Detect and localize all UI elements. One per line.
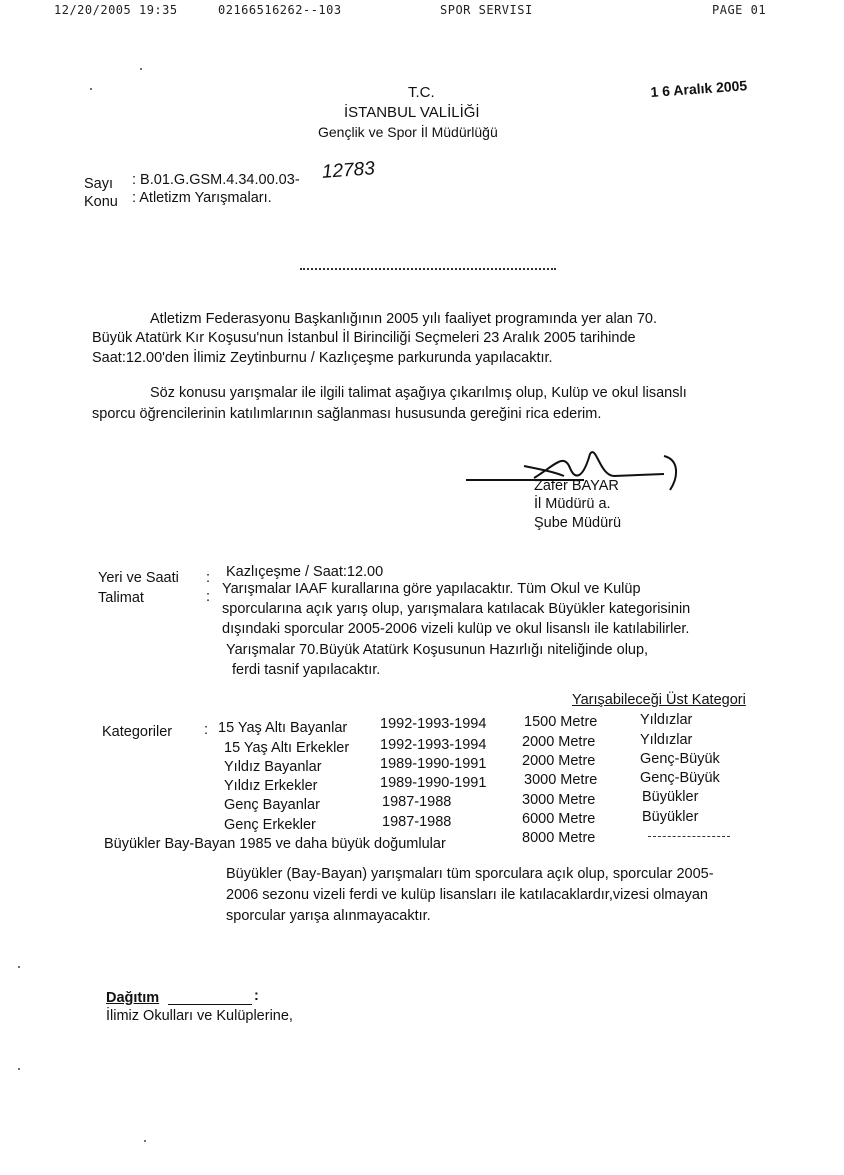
signatory-name: Zafer BAYAR (534, 478, 619, 494)
distribution-label: Dağıtım (106, 990, 160, 1006)
dotted-divider (300, 268, 556, 270)
paragraph2-line1: Söz konusu yarışmalar ile ilgili talimat aşağıya çıkarılmış olup, Kulüp ve okul lisanslı (150, 385, 687, 401)
signatory-title-1: İl Müdürü a. (534, 496, 611, 512)
category-years: 1989-1990-1991 (380, 775, 487, 791)
talimat-line2: sporcularına açık yarış olup, yarışmalara katılacak Büyükler kategorisinin (222, 601, 691, 617)
letterhead-tc: T.C. (408, 84, 435, 101)
sayi-handwritten: 12783 (321, 158, 376, 183)
category-name: Yıldız Erkekler (224, 778, 318, 794)
category-years: 1992-1993-1994 (380, 716, 487, 732)
distribution-underline (168, 1004, 252, 1005)
yeri-value: Kazlıçeşme / Saat:12.00 (226, 564, 384, 580)
seniors-note-line1: Büyükler (Bay-Bayan) yarışmaları tüm sporculara açık olup, sporcular 2005- (226, 866, 714, 882)
fax-sender: SPOR SERVISI (440, 3, 533, 17)
categories-colon: : (204, 722, 209, 738)
signatory-title-2: Şube Müdürü (534, 515, 622, 531)
talimat-line3: dışındaki sporcular 2005-2006 vizeli kulüp ve okul lisanslı ile katılabilirler. (222, 621, 690, 637)
talimat-line4: Yarışmalar 70.Büyük Atatürk Koşusunun Hazırlığı niteliğinde olup, (226, 642, 649, 658)
category-upper: Büyükler (642, 809, 699, 825)
sayi-label: Sayı (84, 176, 114, 192)
paragraph1-line3: Saat:12.00'den İlimiz Zeytinburnu / Kazlıçeşme parkurunda yapılacaktır. (92, 350, 553, 366)
seniors-distance: 8000 Metre (522, 830, 596, 846)
sayi-value: : B.01.G.GSM.4.34.00.03- (132, 172, 300, 188)
paragraph1-line2: Büyük Atatürk Kır Koşusu'nun İstanbul İl Birinciliği Seçmeleri 23 Aralık 2005 tarihinde (92, 330, 636, 346)
seniors-upper-dash (648, 836, 730, 837)
scan-speck (18, 1068, 20, 1070)
date-stamp: 1 6 Aralık 2005 (650, 77, 748, 100)
yeri-label: Yeri ve Saati (98, 570, 179, 586)
category-distance: 3000 Metre (522, 792, 596, 808)
category-upper: Büyükler (642, 789, 699, 805)
category-name: 15 Yaş Altı Erkekler (224, 740, 350, 756)
category-years: 1987-1988 (382, 794, 452, 810)
seniors-text: Büyükler Bay-Bayan 1985 ve daha büyük doğumlular (104, 836, 446, 852)
distribution-value: İlimiz Okulları ve Kulüplerine, (106, 1008, 293, 1024)
seniors-note-line3: sporcular yarışa alınmayacaktır. (226, 908, 431, 924)
category-name: 15 Yaş Altı Bayanlar (218, 720, 348, 736)
fax-page: PAGE 01 (712, 3, 767, 17)
category-distance: 1500 Metre (524, 714, 598, 730)
scan-speck (140, 68, 142, 70)
categories-label: Kategoriler (102, 724, 173, 740)
category-distance: 2000 Metre (522, 753, 596, 769)
konu-value: : Atletizm Yarışmaları. (132, 190, 272, 206)
fax-datetime: 12/20/2005 19:35 (54, 3, 178, 17)
category-distance: 2000 Metre (522, 734, 596, 750)
talimat-label: Talimat (98, 590, 144, 606)
paragraph2-line2: sporcu öğrencilerinin katılımlarının sağlanması hususunda gereğini rica ederim. (92, 406, 602, 422)
category-name: Genç Erkekler (224, 817, 316, 833)
category-name: Yıldız Bayanlar (224, 759, 322, 775)
talimat-line1: Yarışmalar IAAF kurallarına göre yapılacaktır. Tüm Okul ve Kulüp (222, 581, 641, 597)
category-years: 1987-1988 (382, 814, 452, 830)
talimat-colon: : (206, 589, 211, 605)
fax-number: 02166516262--103 (218, 3, 342, 17)
letterhead-valilik: İSTANBUL VALİLİĞİ (344, 104, 480, 121)
scan-speck (18, 966, 20, 968)
category-upper: Genç-Büyük (640, 751, 720, 767)
distribution-colon: : (254, 988, 259, 1004)
konu-label: Konu (84, 194, 118, 210)
seniors-note-line2: 2006 sezonu vizeli ferdi ve kulüp lisansları ile katılacaklardır,vizesi olmayan (226, 887, 708, 903)
scan-speck (90, 88, 92, 90)
category-distance: 3000 Metre (524, 772, 598, 788)
scan-speck (144, 1140, 146, 1142)
paragraph1-line1: Atletizm Federasyonu Başkanlığının 2005 yılı faaliyet programında yer alan 70. (150, 311, 657, 327)
category-distance: 6000 Metre (522, 811, 596, 827)
category-upper: Yıldızlar (640, 712, 693, 728)
talimat-line5: ferdi tasnif yapılacaktır. (232, 662, 381, 678)
category-years: 1989-1990-1991 (380, 756, 487, 772)
category-upper: Genç-Büyük (640, 770, 720, 786)
category-years: 1992-1993-1994 (380, 737, 487, 753)
upper-category-header: Yarışabileceği Üst Kategori (572, 692, 746, 708)
letterhead-directorate: Gençlik ve Spor İl Müdürlüğü (318, 124, 498, 140)
category-upper: Yıldızlar (640, 732, 693, 748)
yeri-colon: : (206, 570, 211, 586)
category-name: Genç Bayanlar (224, 797, 320, 813)
